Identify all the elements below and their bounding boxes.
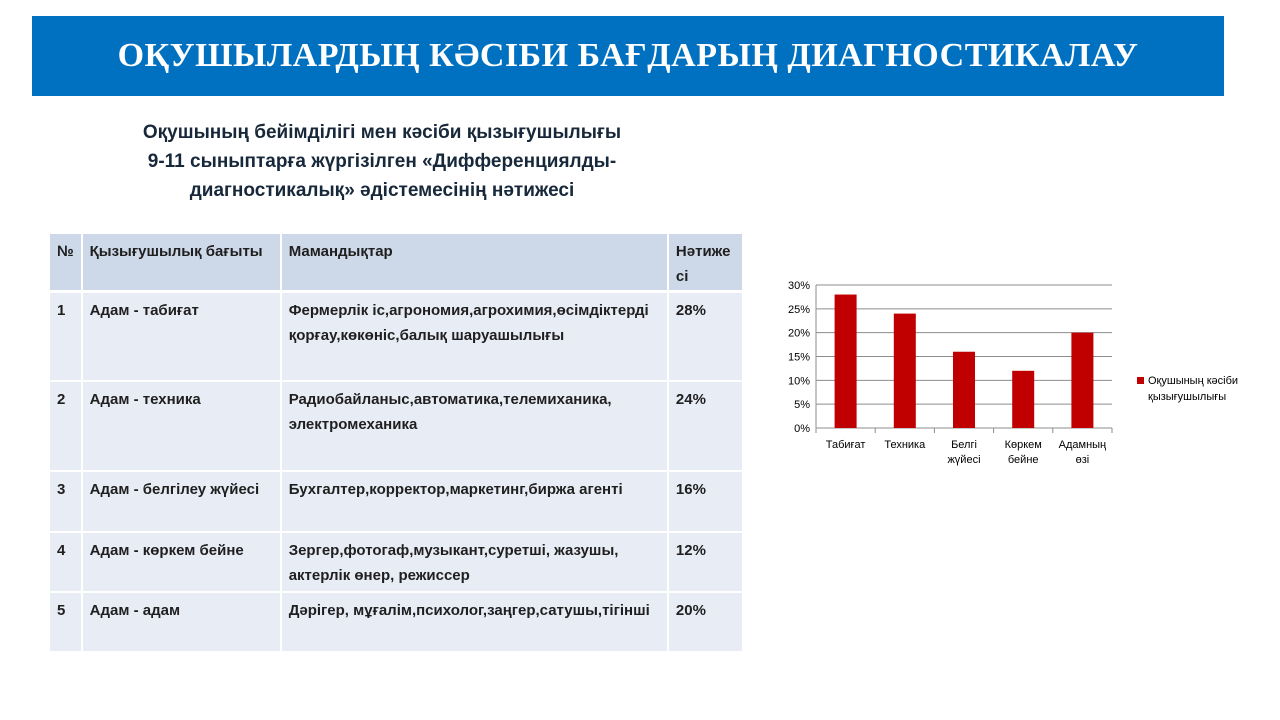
professions-table xyxy=(48,232,744,653)
cell-result: 16% xyxy=(668,471,743,532)
cell-professions: Фермерлік іс,агрономия,агрохимия,өсімдіктерді қорғау,көкөніс,балық шаруашылығы xyxy=(281,291,668,381)
bars xyxy=(835,295,1094,428)
cell-num: 2 xyxy=(49,381,82,471)
cell-direction: Адам - көркем бейне xyxy=(82,532,281,592)
legend-swatch xyxy=(1137,377,1144,384)
legend-label: Оқушының кәсіби xyxy=(1148,375,1239,387)
x-tick-label: Техника xyxy=(884,439,926,451)
table-row xyxy=(49,592,743,652)
interest-bar-chart xyxy=(770,270,1270,490)
header-num: № xyxy=(49,233,82,291)
cell-result: 12% xyxy=(668,532,743,592)
cell-professions: Зергер,фотогаф,музыкант,суретші, жазушы, актерлік өнер, режиссер xyxy=(281,532,668,592)
y-tick-label: 5% xyxy=(794,399,810,412)
x-tick-labels xyxy=(826,439,1106,466)
bar xyxy=(1071,333,1093,428)
page-title: ОҚУШЫЛАРДЫҢ КӘСІБИ БАҒДАРЫҢ ДИАГНОСТИКАЛАУ xyxy=(117,37,1139,74)
cell-num: 1 xyxy=(49,291,82,381)
bar xyxy=(835,295,857,428)
cell-direction: Адам - техника xyxy=(82,381,281,471)
subtitle-line-3: диагностикалық» әдістемесінің нәтижесі xyxy=(189,180,575,201)
table-row xyxy=(49,471,743,532)
x-tick-label: Табиғат xyxy=(825,439,866,451)
subtitle-line-1: Оқушының бейімділігі мен кәсіби қызығушылығы xyxy=(142,122,622,143)
x-tick-label: жүйесі xyxy=(947,454,981,466)
y-tick-label: 0% xyxy=(794,423,810,435)
x-tick-label: бейне xyxy=(1007,454,1039,466)
y-tick-label: 25% xyxy=(787,303,810,316)
title-banner xyxy=(32,16,1224,96)
cell-result: 24% xyxy=(668,381,743,471)
cell-professions: Радиобайланыс,автоматика,телемиханика, электромеханика xyxy=(281,381,668,471)
cell-professions: Бухгалтер,корректор,маркетинг,биржа агенті xyxy=(281,471,668,532)
bar xyxy=(1012,371,1034,428)
table-row xyxy=(49,381,743,471)
legend-label: қызығушылығы xyxy=(1148,391,1227,403)
x-tick-label: Белгі xyxy=(951,439,977,451)
x-tick-label: Көркем xyxy=(1004,439,1042,451)
header-direction: Қызығушылық бағыты xyxy=(82,233,281,291)
legend xyxy=(1137,375,1238,403)
table-header-row xyxy=(49,233,743,291)
y-tick-label: 15% xyxy=(787,351,810,364)
cell-professions: Дәрігер, мұғалім,психолог,заңгер,сатушы,тігінші xyxy=(281,592,668,652)
subtitle xyxy=(82,118,682,205)
y-tick-label: 30% xyxy=(787,280,810,292)
cell-direction: Адам - табиғат xyxy=(82,291,281,381)
cell-num: 4 xyxy=(49,532,82,592)
cell-result: 20% xyxy=(668,592,743,652)
y-tick-label: 20% xyxy=(787,327,810,340)
bar xyxy=(894,314,916,428)
y-tick-label: 10% xyxy=(787,375,810,388)
y-tick-labels xyxy=(788,280,810,435)
x-tick-label: өзі xyxy=(1075,454,1090,466)
cell-num: 3 xyxy=(49,471,82,532)
cell-direction: Адам - белгілеу жүйесі xyxy=(82,471,281,532)
cell-result: 28% xyxy=(668,291,743,381)
header-result: Нәтиже сі xyxy=(668,233,743,291)
table-row xyxy=(49,532,743,592)
header-professions: Мамандықтар xyxy=(281,233,668,291)
cell-num: 5 xyxy=(49,592,82,652)
bar xyxy=(953,352,975,428)
cell-direction: Адам - адам xyxy=(82,592,281,652)
subtitle-line-2: 9-11 сыныптарға жүргізілген «Дифференциялды- xyxy=(147,151,617,172)
table-row xyxy=(49,291,743,381)
x-tick-label: Адамның xyxy=(1058,439,1107,451)
